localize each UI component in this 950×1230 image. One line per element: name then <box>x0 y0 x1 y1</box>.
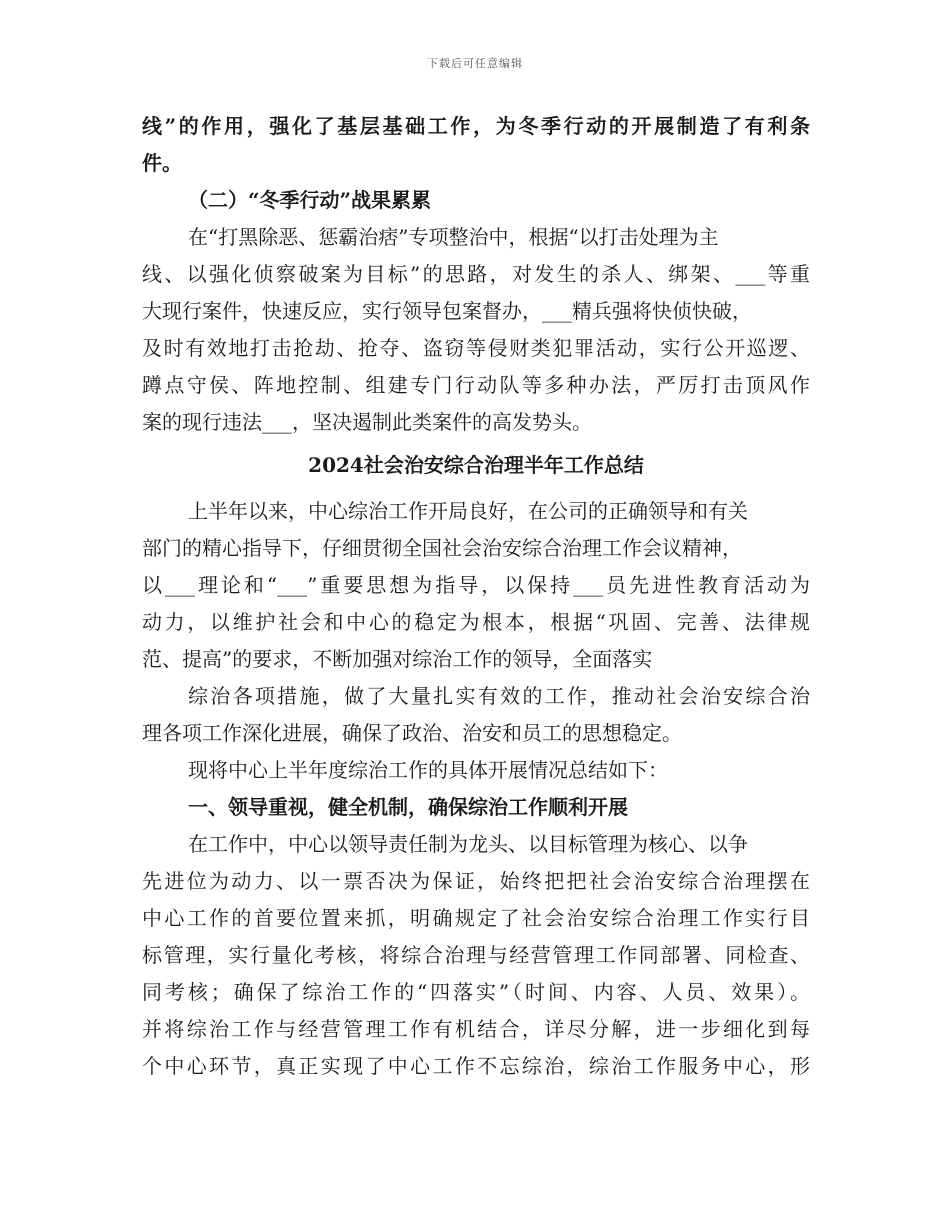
text-line: 线、以强化侦察破案为目标”的思路，对发生的杀人、绑架、___等重 <box>142 262 810 286</box>
text-line: 上半年以来，中心综治工作开局良好，在公司的正确领导和有关 <box>188 499 748 523</box>
document-title: 2024社会治安综合治理半年工作总结 <box>308 453 644 477</box>
text-line: 件。 <box>142 151 182 175</box>
text-line: 部门的精心指导下，仔细贯彻全国社会治安综合治理工作会议精神， <box>142 536 742 560</box>
text-line: 先进位为动力、以一票否决为保证，始终把把社会治安综合治理摆在 <box>142 869 810 893</box>
text-line: 线”的作用，强化了基层基础工作，为冬季行动的开展制造了有利条 <box>142 114 810 138</box>
text-line: 案的现行违法___，坚决遏制此类案件的高发势头。 <box>142 410 592 434</box>
text-line: 中心工作的首要位置来抓，明确规定了社会治安综合治理工作实行目 <box>142 906 810 930</box>
section-subheading: （二）“冬季行动”战果累累 <box>188 188 432 212</box>
text-line: 大现行案件，快速反应，实行领导包案督办，___精兵强将快侦快破， <box>142 299 752 323</box>
text-line: 在工作中，中心以领导责任制为龙头、以目标管理为核心、以争 <box>188 832 748 856</box>
text-line: 现将中心上半年度综治工作的具体开展情况总结如下： <box>188 758 668 782</box>
text-line: 及时有效地打击抢劫、抢夺、盗窃等侵财类犯罪活动，实行公开巡逻、 <box>142 336 810 360</box>
text-line: 个中心环节，真正实现了中心工作不忘综治，综治工作服务中心，形 <box>142 1054 810 1078</box>
text-line: 范、提高”的要求，不断加强对综治工作的领导，全面落实 <box>142 647 653 671</box>
text-line: 理各项工作深化进展，确保了政治、治安和员工的思想稳定。 <box>142 721 682 745</box>
text-line: 标管理，实行量化考核，将综合治理与经营管理工作同部署、同检查、 <box>142 943 810 967</box>
text-line: 在“打黑除恶、惩霸治痞”专项整治中，根据“以打击处理为主 <box>188 225 719 249</box>
text-line: 蹲点守侯、阵地控制、组建专门行动队等多种办法，严厉打击顶风作 <box>142 373 810 397</box>
text-line: 并将综治工作与经营管理工作有机结合，详尽分解，进一步细化到每 <box>142 1017 810 1041</box>
text-line: 以___理论和“___”重要思想为指导，以保持___员先进性教育活动为 <box>142 573 810 597</box>
text-line: 动力，以维护社会和中心的稳定为根本，根据“巩固、完善、法律规 <box>142 610 810 634</box>
page-header-watermark: 下载后可任意编辑 <box>427 57 523 70</box>
section-heading: 一、领导重视，健全机制，确保综治工作顺利开展 <box>188 795 628 819</box>
document-body <box>142 108 810 1085</box>
text-line: 综治各项措施，做了大量扎实有效的工作，推动社会治安综合治 <box>188 684 810 708</box>
text-line: 同考核；确保了综治工作的“四落实”（时间、内容、人员、效果）。 <box>142 980 810 1004</box>
